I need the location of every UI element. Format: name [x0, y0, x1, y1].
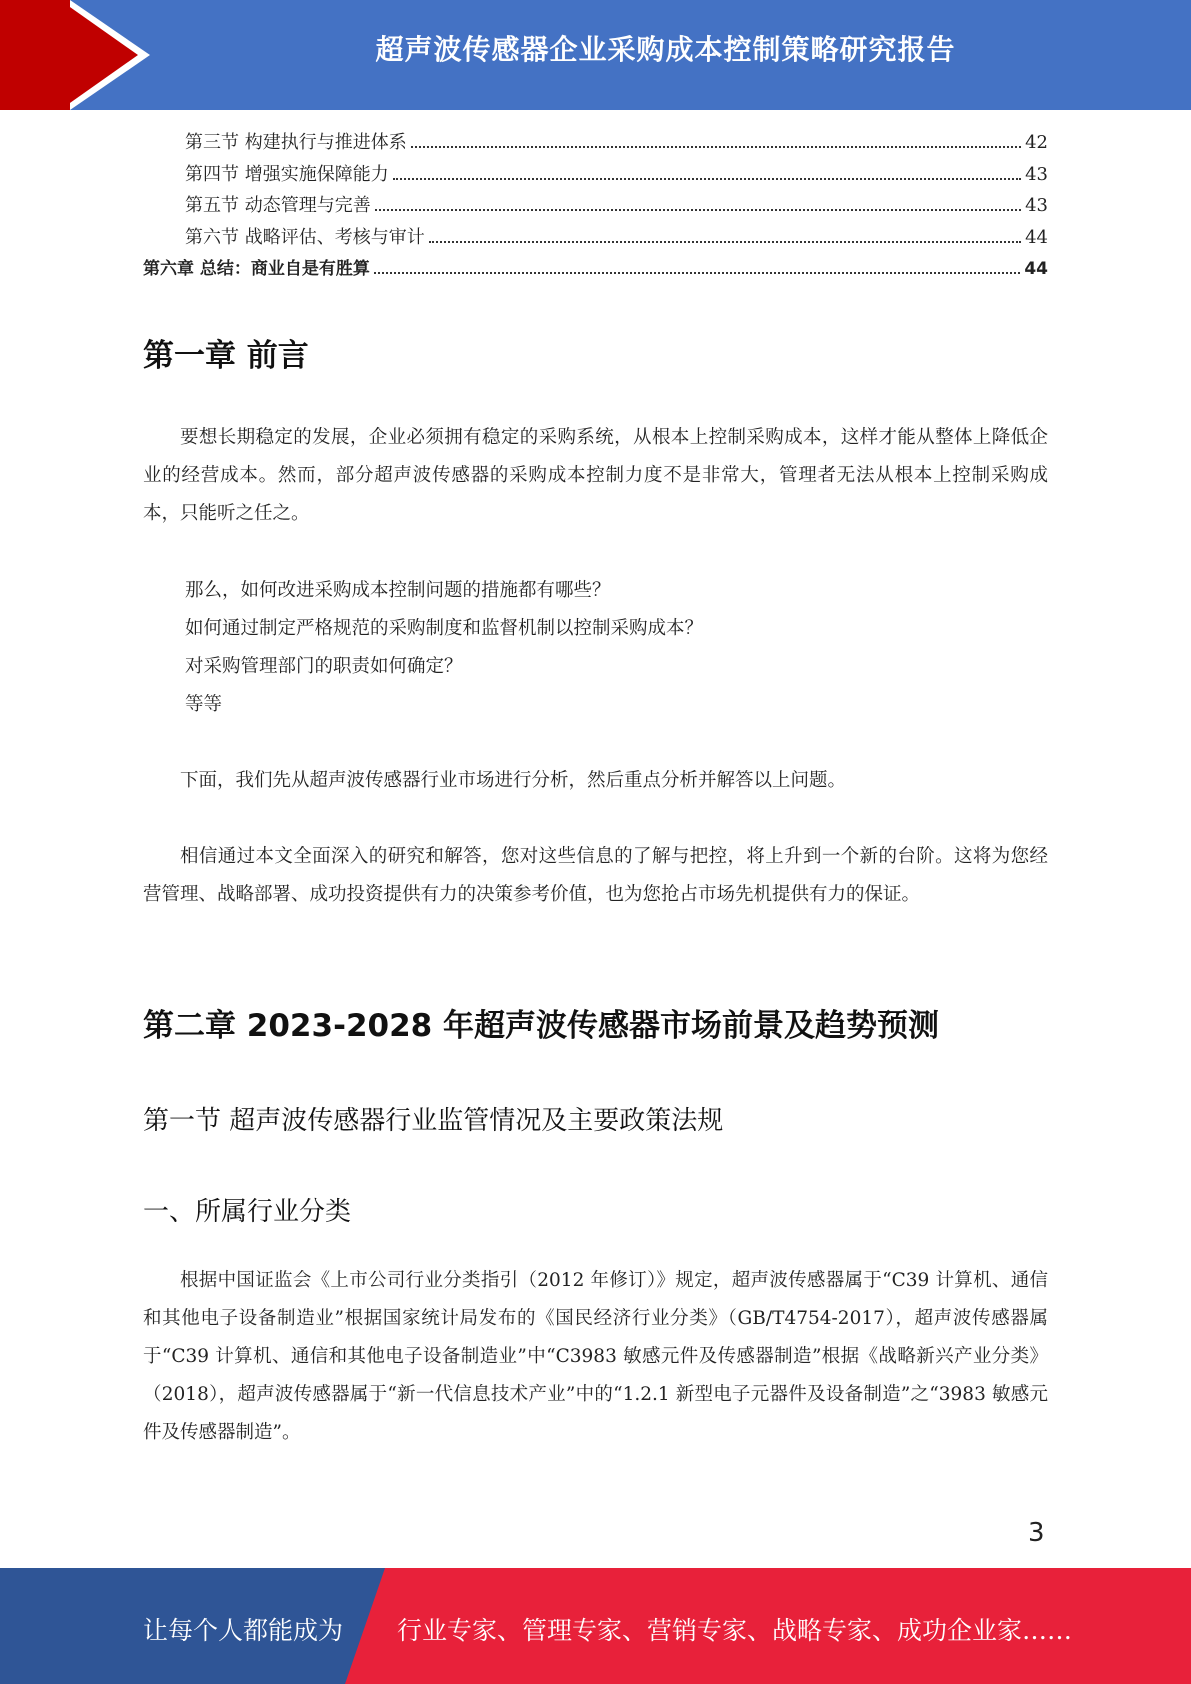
page-number: 3 — [1028, 1518, 1045, 1548]
section-1-title: 第一节 超声波传感器行业监管情况及主要政策法规 — [143, 1106, 724, 1136]
toc-entry-label: 第三节 构建执行与推进体系 — [185, 132, 407, 153]
chapter-1-title: 第一章 前言 — [143, 338, 309, 374]
chapter-2-title: 第二章 2023-2028 年超声波传感器市场前景及趋势预测 — [143, 1008, 940, 1044]
chapter-1-paragraph-1: 要想长期稳定的发展，企业必须拥有稳定的采购系统，从根本上控制采购成本，这样才能从整体上降低企业的经营成本。然而，部分超声波传感器的采购成本控制力度不是非常大，管理者无法从根本上控制采购成本，只能听之任之。 — [143, 427, 1048, 524]
toc-entry-label: 第六章 总结：商业自是有胜算 — [143, 259, 370, 279]
header-title: 超声波传感器企业采购成本控制策略研究报告 — [375, 33, 956, 66]
footer-blue-slant — [345, 1568, 385, 1684]
toc-entry[interactable] — [143, 128, 1048, 160]
toc-entry-page: 44 — [1024, 259, 1048, 279]
chapter-2-paragraph-1: 根据中国证监会《上市公司行业分类指引（2012 年修订）》规定，超声波传感器属于“C39 计算机、通信和其他电子设备制造业”根据国家统计局发布的《国民经济行业分类》（GB/T4754-2017），超声波传感器属于“C39 计算机、通信和其他电子设备制造业”中“C3983 敏感元件及传感器制造”根据《战略新兴产业分类》（2018），超声波传感器属于“新一代信息技术产业”中的“1.2.1 新型电子元器件及设备制造”之“3983 敏感元件及传感器制造”。 — [143, 1270, 1048, 1443]
toc-entry[interactable] — [143, 191, 1048, 223]
subsection-1-title: 一、所属行业分类 — [143, 1197, 352, 1227]
toc-entry[interactable] — [143, 223, 1048, 255]
question-3: 对采购管理部门的职责如何确定？ — [185, 656, 463, 677]
footer-slogan-right: 行业专家、管理专家、营销专家、战略专家、成功企业家…… — [397, 1616, 1073, 1645]
toc-entry[interactable] — [143, 160, 1048, 192]
chapter-1-paragraph-2: 下面，我们先从超声波传感器行业市场进行分析，然后重点分析并解答以上问题。 — [180, 770, 847, 791]
toc-entry-label: 第五节 动态管理与完善 — [185, 195, 371, 216]
toc-entry-page: 44 — [1025, 226, 1048, 248]
toc-leader — [375, 209, 1021, 211]
chapter-1-paragraph-3: 相信通过本文全面深入的研究和解答，您对这些信息的了解与把控，将上升到一个新的台阶。这将为您经营管理、战略部署、成功投资提供有力的决策参考价值，也为您抢占市场先机提供有力的保证。 — [143, 846, 1048, 905]
toc-leader — [411, 146, 1021, 148]
page-footer — [0, 1568, 1191, 1684]
toc-entry-page: 42 — [1025, 132, 1048, 153]
question-etc: 等等 — [185, 694, 223, 715]
table-of-contents — [143, 128, 1048, 286]
header-red-chevron — [60, 0, 138, 110]
page-header — [0, 0, 1191, 110]
toc-entry-page: 43 — [1025, 195, 1048, 216]
toc-chapter-entry[interactable] — [143, 254, 1048, 286]
toc-entry-label: 第四节 增强实施保障能力 — [185, 163, 389, 185]
question-1: 那么，如何改进采购成本控制问题的措施都有哪些？ — [185, 580, 611, 601]
toc-leader — [393, 178, 1021, 180]
footer-slogan-left: 让每个人都能成为 — [143, 1616, 344, 1645]
toc-leader — [429, 241, 1021, 243]
toc-entry-page: 43 — [1025, 163, 1048, 185]
question-2: 如何通过制定严格规范的采购制度和监督机制以控制采购成本？ — [185, 618, 704, 639]
toc-leader — [374, 272, 1020, 274]
toc-entry-label: 第六节 战略评估、考核与审计 — [185, 226, 425, 248]
